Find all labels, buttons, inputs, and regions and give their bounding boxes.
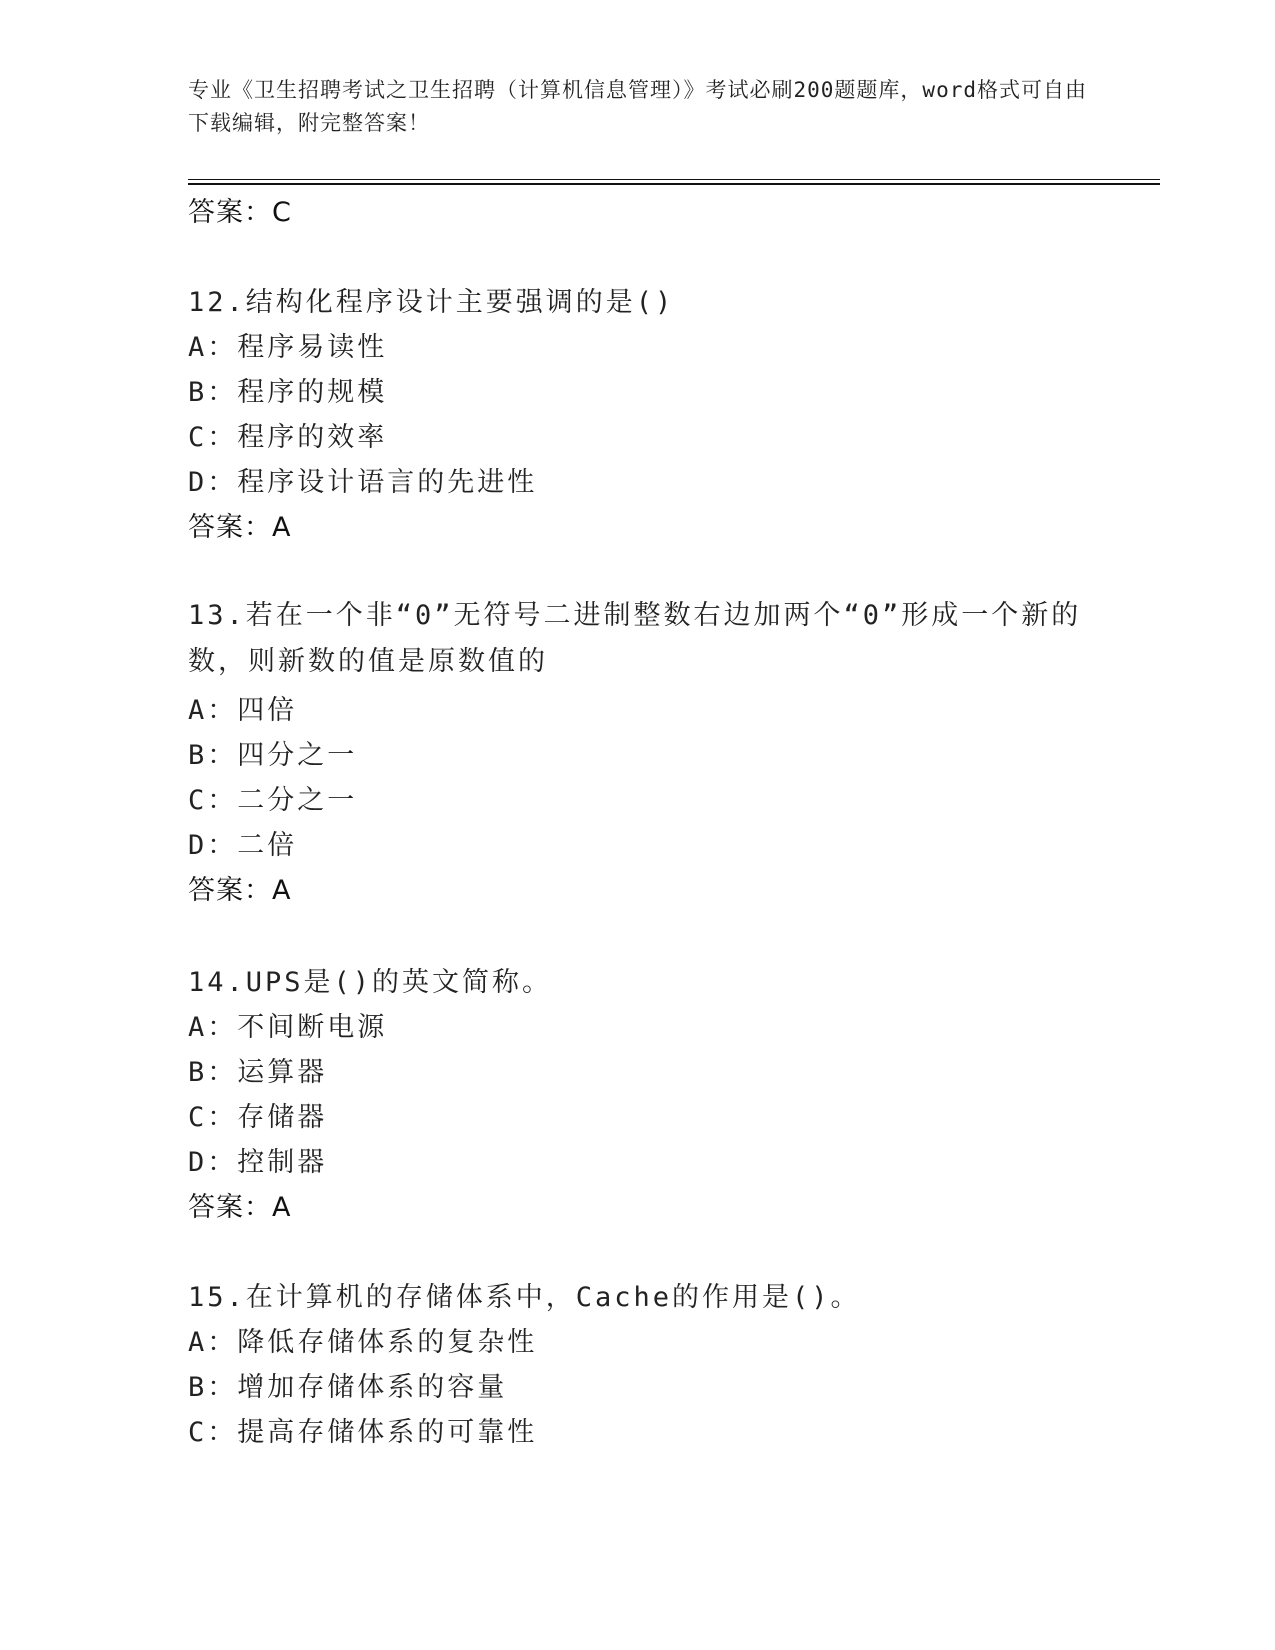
option-b: B：程序的规模 [188,377,388,408]
option-a: A：四倍 [188,695,298,726]
option-b: B：增加存储体系的容量 [188,1372,508,1403]
option-a: A：程序易读性 [188,332,388,363]
option-d: D：控制器 [188,1147,328,1178]
option-b: B：四分之一 [188,740,358,771]
answer-line: 答案：C [188,197,292,228]
option-c: C：存储器 [188,1102,328,1133]
answer-line: 答案：A [188,512,292,543]
answer-line: 答案：A [188,875,292,906]
option-b: B：运算器 [188,1057,328,1088]
question-stem: 12.结构化程序设计主要强调的是() [188,287,675,318]
question-stem: 13.若在一个非“0”无符号二进制整数右边加两个“0”形成一个新的数，则新数的值是原数值的 [188,600,1082,677]
option-d: D：二倍 [188,830,298,861]
document-header: 专业《卫生招聘考试之卫生招聘（计算机信息管理）》考试必刷200题题库，word格式可自由下载编辑，附完整答案！ [188,78,1087,135]
option-d: D：程序设计语言的先进性 [188,467,538,498]
header-divider-thick [188,183,1160,185]
question-stem: 14.UPS是()的英文简称。 [188,967,553,998]
question-stem: 15.在计算机的存储体系中，Cache的作用是()。 [188,1282,861,1313]
option-a: A：不间断电源 [188,1012,388,1043]
option-c: C：提高存储体系的可靠性 [188,1417,538,1448]
answer-line: 答案：A [188,1192,292,1223]
option-a: A：降低存储体系的复杂性 [188,1327,538,1358]
header-divider [188,179,1160,180]
option-c: C：程序的效率 [188,422,388,453]
option-c: C：二分之一 [188,785,358,816]
